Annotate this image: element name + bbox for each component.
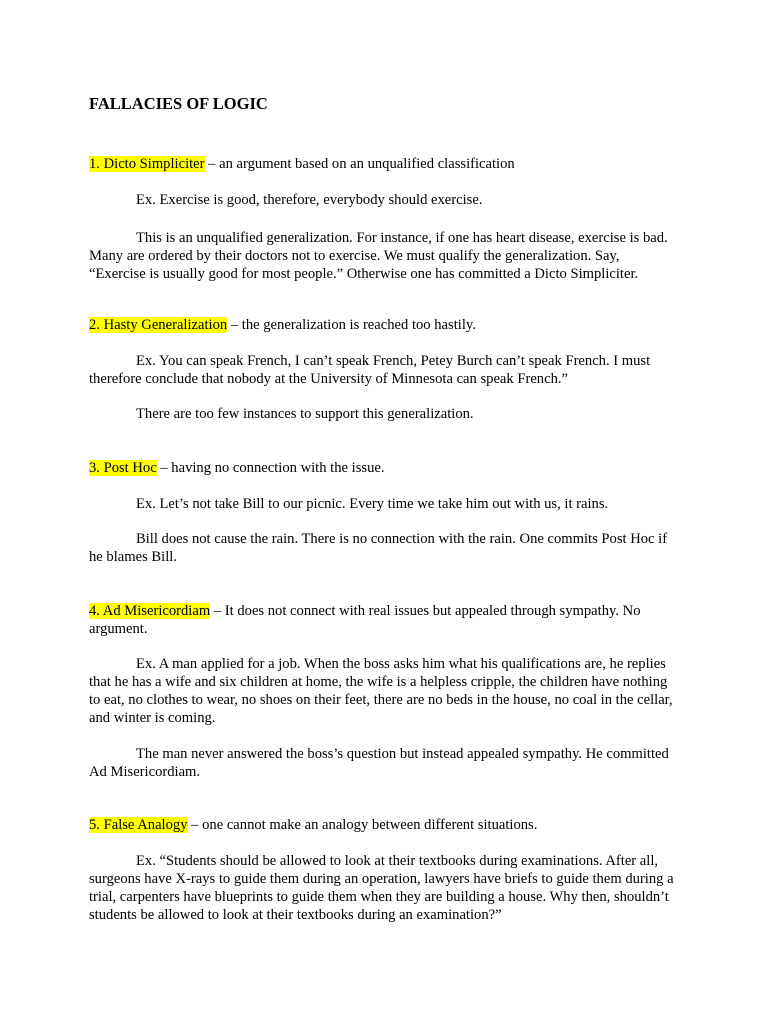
explanation-paragraph: Bill does not cause the rain. There is no connection with the rain. One commits Post Hoc if he blames Bill. bbox=[89, 531, 668, 565]
example-paragraph: Ex. Exercise is good, therefore, everybody should exercise. bbox=[136, 192, 483, 208]
explanation-paragraph: The man never answered the boss’s question but instead appealed sympathy. He committed Ad Misericordiam. bbox=[89, 746, 669, 780]
fallacy-heading-3 bbox=[89, 459, 385, 477]
fallacy-term-highlight: 1. Dicto Simpliciter bbox=[89, 156, 205, 172]
example-paragraph: Ex. A man applied for a job. When the boss asks him what his qualifications are, he replies that he has a wife and six children at home, the wife is a helpless cripple, the children have nothing to eat, no clothes to wear, no shoes on their feet, there are no beds in the house, no coal in the cellar, and winter is coming. bbox=[89, 656, 673, 726]
fallacy-term-highlight: 2. Hasty Generalization bbox=[89, 317, 228, 333]
fallacy-term-highlight: 4. Ad Misericordiam bbox=[89, 603, 211, 619]
example-paragraph: Ex. You can speak French, I can’t speak French, Petey Burch can’t speak French. I must therefore conclude that nobody at the University of Minnesota can speak French.” bbox=[89, 353, 651, 387]
example-paragraph: Ex. “Students should be allowed to look at their textbooks during examinations. After all, surgeons have X-rays to guide them during an operation, lawyers have briefs to guide them during a trial, carpenters have blueprints to guide them when they are building a house. Why then, shouldn’t students be allowed to look at their textbooks during an examination?” bbox=[89, 853, 674, 923]
document-title: FALLACIES OF LOGIC bbox=[89, 94, 268, 113]
fallacy-term-highlight: 3. Post Hoc bbox=[89, 460, 157, 476]
explanation-paragraph: This is an unqualified generalization. For instance, if one has heart disease, exercise is bad. Many are ordered by their doctors not to exercise. We must qualify the generalization. Say, “Exercise is usually good for most people.” Otherwise one has committed a Dicto Simpliciter. bbox=[89, 230, 668, 282]
fallacy-heading-1 bbox=[89, 155, 515, 173]
fallacy-definition: – having no connection with the issue. bbox=[156, 460, 385, 476]
fallacy-heading-4 bbox=[89, 602, 674, 638]
fallacy-heading-2 bbox=[89, 316, 476, 334]
explanation-paragraph: There are too few instances to support this generalization. bbox=[136, 406, 474, 422]
example-paragraph: Ex. Let’s not take Bill to our picnic. Every time we take him out with us, it rains. bbox=[136, 496, 609, 512]
fallacy-heading-5 bbox=[89, 816, 537, 834]
fallacy-definition: – It does not connect with real issues but appealed through sympathy. No argument. bbox=[89, 603, 641, 637]
fallacy-definition: – an argument based on an unqualified classification bbox=[204, 156, 515, 172]
document-page bbox=[89, 0, 679, 1024]
fallacy-definition: – one cannot make an analogy between different situations. bbox=[187, 817, 538, 833]
fallacy-definition: – the generalization is reached too hastily. bbox=[227, 317, 476, 333]
fallacy-term-highlight: 5. False Analogy bbox=[89, 817, 188, 833]
